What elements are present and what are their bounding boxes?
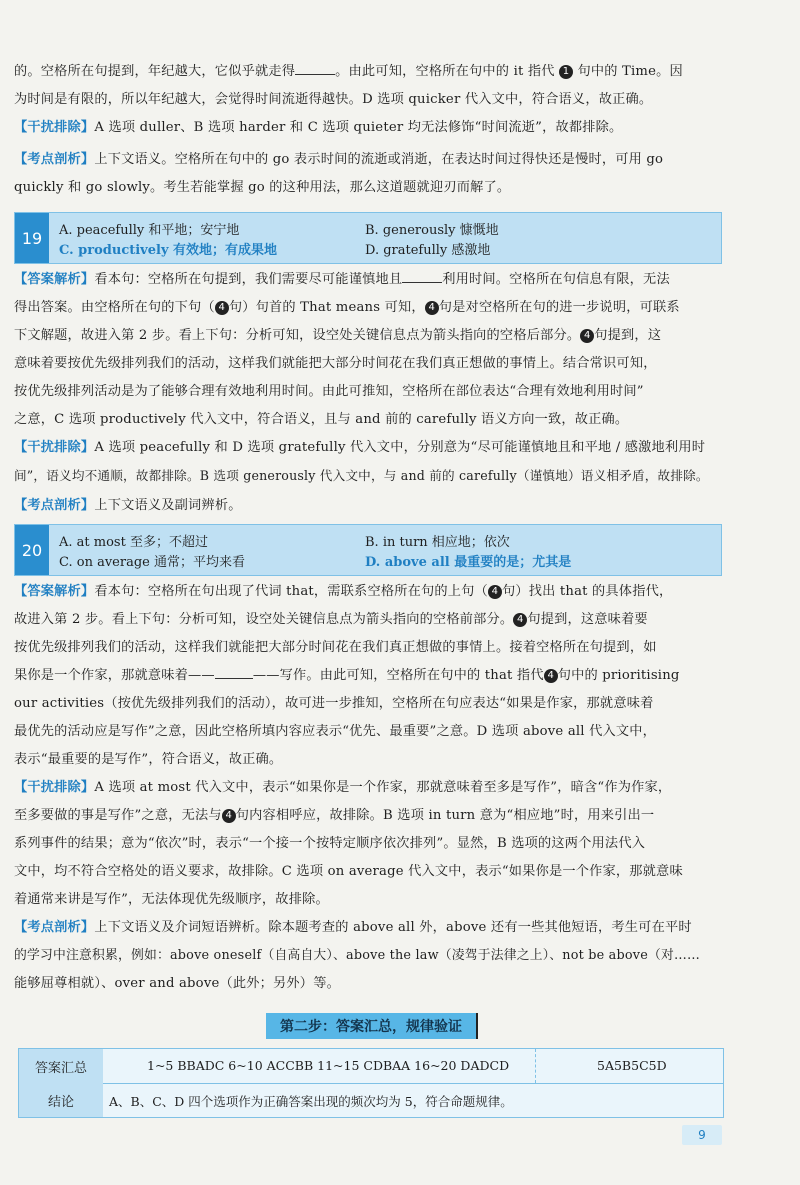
para-3-line-5: our activities（按优先级排列我们的活动），故可进一步推知，空格所在句应表达“如果是作家，那就意味着 [14, 696, 654, 711]
tag-answer-analysis: 【答案解析】 [14, 272, 95, 287]
column-divider [535, 1049, 536, 1083]
para-3-line-9: 至多要做的事是写作”之意，无法与 4 句内容相呼应，故排除。B 选项 in turn 意为“相应地”时，用来引出一 [14, 808, 655, 823]
para-3-line-8: 【干扰排除】A 选项 at most 代入文中，表示“如果你是一个作家，那就意味着至多是写作”，暗含“作为作家， [14, 780, 672, 795]
para-3-line-6: 最优先的活动应是写作”之意，因此空格所填内容应表示“优先、最重要”之意。D 选项 above all 代入文中， [14, 724, 657, 739]
para-3-line-14: 的学习中注意积累，例如：above oneself（自高自大）、above the law（凌驾于法律之上）、not be above（对…… [14, 948, 700, 963]
para-1-line-4: 【考点剖析】上下文语义。空格所在句中的 go 表示时间的流逝或消逝，在表达时间过得快还是慢时，可用 go [14, 152, 664, 167]
para-3-line-15: 能够屈尊相就）、over and above（此外；另外）等。 [14, 976, 340, 991]
circled-number-icon: 4 [513, 613, 527, 627]
tag-distractor: 【干扰排除】 [14, 780, 95, 795]
para-3-line-11: 文中，均不符合空格处的语义要求，故排除。C 选项 on average 代入文中，表示“如果你是一个作家，那就意味 [14, 864, 683, 879]
option-c: C. on average 通常；平均来看 [59, 555, 245, 570]
para-2-line-5: 按优先级排列活动是为了能够合理有效地利用时间。由此可推知，空格所在部位表达“合理有效地利用时间” [14, 384, 644, 399]
para-2-line-4: 意味着要按优先级排列我们的活动，这样我们就能把大部分时间花在我们真正想做的事情上。结合常识可知， [14, 356, 657, 371]
summary-row-answers [19, 1049, 723, 1084]
para-1-line-1: 的。空格所在句提到，年纪越大，它似乎就走得 。由此可知，空格所在句中的 it 指代 1 句中的 Time。因 [14, 64, 683, 79]
circled-number-icon: 4 [222, 809, 236, 823]
summary-row-conclusion [19, 1083, 723, 1117]
question-20-options [14, 524, 722, 576]
para-2-line-8: 间”，语义均不通顺，故都排除。B 选项 generously 代入文中，与 and 前的 carefully（谨慎地）语义相矛盾，故排除。 [14, 468, 709, 483]
answer-list: 1~5 BBADC 6~10 ACCBB 11~15 CDBAA 16~20 DADCD [147, 1058, 510, 1073]
summary-label: 结论 [19, 1083, 103, 1117]
circled-number-icon: 4 [215, 301, 229, 315]
conclusion-text: A、B、C、D 四个选项作为正确答案出现的频次均为 5，符合命题规律。 [109, 1094, 513, 1109]
blank-line [295, 62, 335, 75]
para-3-line-3: 按优先级排列我们的活动，这样我们就能把大部分时间花在我们真正想做的事情上。接着空格所在句提到，如 [14, 640, 657, 655]
option-b: B. generously 慷慨地 [365, 223, 499, 238]
tag-key-point: 【考点剖析】 [14, 498, 95, 513]
option-d: D. gratefully 感激地 [365, 243, 491, 258]
summary-label: 答案汇总 [19, 1049, 103, 1083]
circled-number-icon: 4 [488, 585, 502, 599]
option-a: A. at most 至多；不超过 [59, 535, 208, 550]
answer-frequency: 5A5B5C5D [597, 1058, 667, 1073]
para-3-line-13: 【考点剖析】上下文语义及介词短语辨析。除本题考查的 above all 外，above 还有一些其他短语，考生可在平时 [14, 920, 692, 935]
step-2-banner: 第二步：答案汇总，规律验证 [266, 1013, 478, 1039]
tag-answer-analysis: 【答案解析】 [14, 584, 95, 599]
para-1-line-5: quickly 和 go slowly。考生若能掌握 go 的这种用法，那么这道题就迎刃而解了。 [14, 180, 511, 195]
para-3-line-12: 着通常来讲是写作”，无法体现优先级顺序，故排除。 [14, 892, 329, 907]
circled-number-icon: 4 [425, 301, 439, 315]
blank-line [215, 666, 253, 679]
para-3-line-1: 【答案解析】看本句：空格所在句出现了代词 that，需联系空格所在句的上句（ 4 句）找出 that 的具体指代， [14, 584, 673, 599]
option-c-correct: C. productively 有效地；有成果地 [59, 243, 278, 258]
para-2-line-1: 【答案解析】看本句：空格所在句提到，我们需要尽可能谨慎地且 利用时间。空格所在句信息有限，无法 [14, 272, 670, 287]
para-3-line-4: 果你是一个作家，那就意味着—— ——写作。由此可知，空格所在句中的 that 指代 4 句中的 prioritising [14, 668, 680, 683]
option-d-correct: D. above all 最重要的是；尤其是 [365, 555, 572, 570]
question-number: 20 [15, 525, 49, 575]
tag-key-point: 【考点剖析】 [14, 920, 95, 935]
question-number: 19 [15, 213, 49, 263]
para-3-line-10: 系列事件的结果；意为“依次”时，表示“一个接一个按特定顺序依次排列”。显然，B 选项的这两个用法代入 [14, 836, 646, 851]
tag-key-point: 【考点剖析】 [14, 152, 95, 167]
para-3-line-7: 表示“最重要的是写作”，符合语义，故正确。 [14, 752, 283, 767]
circled-number-icon: 4 [580, 329, 594, 343]
circled-number-icon: 1 [559, 65, 573, 79]
option-b: B. in turn 相应地；依次 [365, 535, 510, 550]
circled-number-icon: 4 [544, 669, 558, 683]
page-number: 9 [682, 1125, 722, 1145]
tag-distractor: 【干扰排除】 [14, 120, 95, 135]
tag-distractor: 【干扰排除】 [14, 440, 95, 455]
para-2-line-2: 得出答案。由空格所在句的下句（ 4 句）句首的 That means 可知， 4 句是对空格所在句的进一步说明，可联系 [14, 300, 680, 315]
answer-summary-table [18, 1048, 724, 1118]
para-2-line-6: 之意，C 选项 productively 代入文中，符合语义，且与 and 前的 carefully 语义方向一致，故正确。 [14, 412, 629, 427]
blank-line [402, 270, 442, 283]
para-2-line-3: 下文解题，故进入第 2 步。看上下句：分析可知，设空处关键信息点为箭头指向的空格后部分。 4 句提到，这 [14, 328, 662, 343]
option-a: A. peacefully 和平地；安宁地 [59, 223, 240, 238]
para-2-line-9: 【考点剖析】上下文语义及副词辨析。 [14, 498, 242, 513]
question-19-options [14, 212, 722, 264]
para-2-line-7: 【干扰排除】A 选项 peacefully 和 D 选项 gratefully 代入文中，分别意为“尽可能谨慎地且和平地 / 感激地利用时 [14, 440, 706, 455]
para-3-line-2: 故进入第 2 步。看上下句：分析可知，设空处关键信息点为箭头指向的空格前部分。 4 句提到，这意味着要 [14, 612, 648, 627]
para-1-line-2: 为时间是有限的，所以年纪越大，会觉得时间流逝得越快。D 选项 quicker 代入文中，符合语义，故正确。 [14, 92, 653, 107]
para-1-line-3: 【干扰排除】A 选项 duller、B 选项 harder 和 C 选项 quieter 均无法修饰“时间流逝”，故都排除。 [14, 120, 623, 135]
